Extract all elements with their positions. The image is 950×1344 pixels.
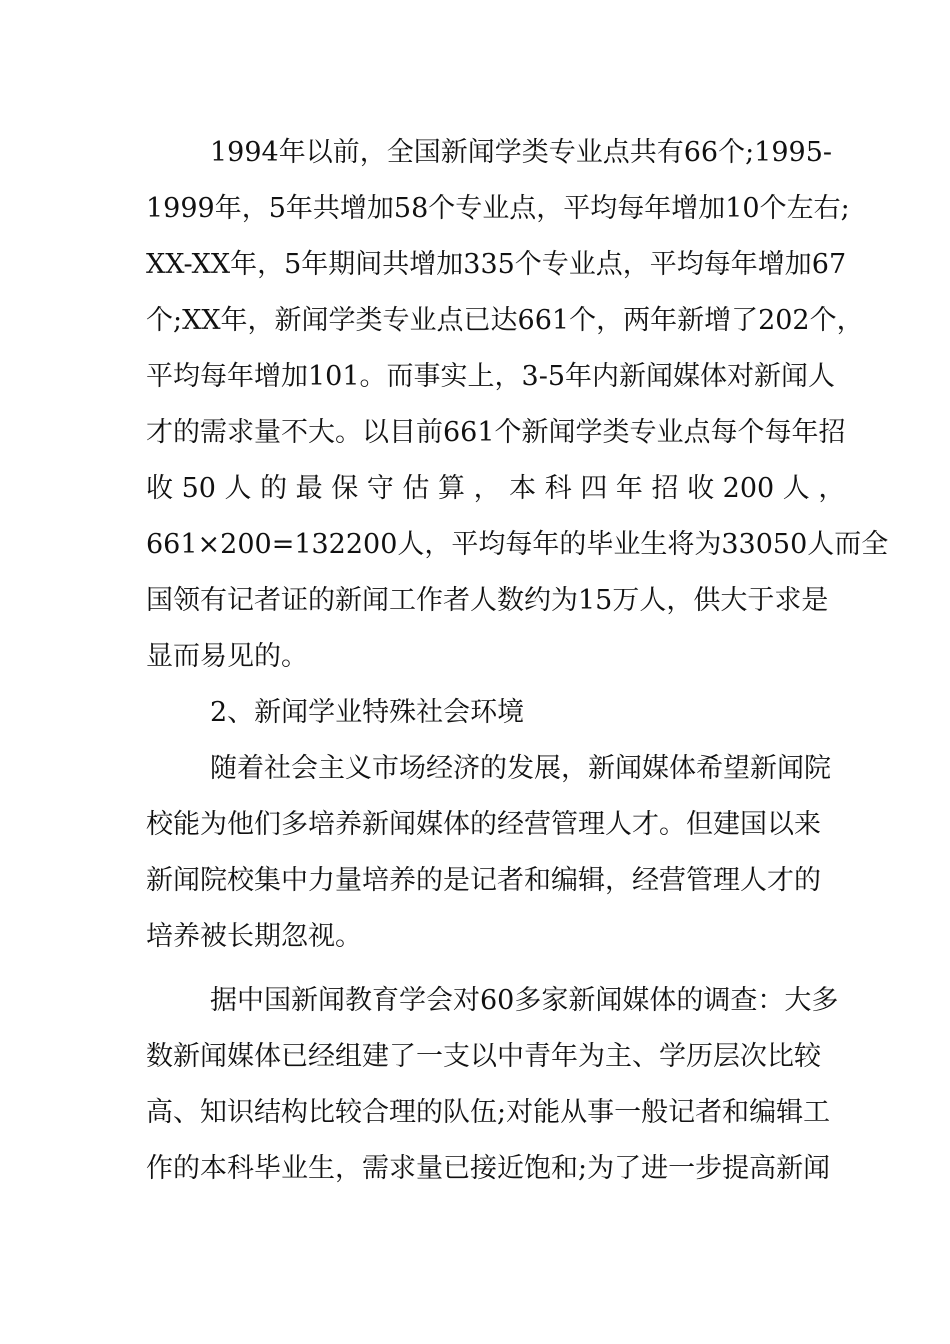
text-line-13: 校能为他们多培养新闻媒体的经营管理人才。但建国以来 [146, 809, 821, 840]
text-line-7: 收 50 人 的 最 保 守 估 算 ， 本 科 四 年 招 收 200 人 ， [146, 473, 846, 504]
text-line-10: 显而易见的。 [146, 641, 308, 672]
text-line-15: 培养被长期忽视。 [146, 921, 362, 952]
text-line-12: 随着社会主义市场经济的发展，新闻媒体希望新闻院 [210, 753, 831, 784]
text-line-5: 平均每年增加101。而事实上，3-5年内新闻媒体对新闻人 [146, 361, 836, 392]
text-line-8: 661×200=132200人，平均每年的毕业生将为33050人而全 [146, 529, 889, 560]
text-line-1: 1994年以前，全国新闻学类专业点共有66个;1995- [210, 137, 833, 168]
text-line-16: 据中国新闻教育学会对60多家新闻媒体的调查：大多 [210, 985, 839, 1016]
text-line-2: 1999年，5年共增加58个专业点，平均每年增加10个左右; [146, 193, 850, 224]
text-line-3: XX-XX年，5年期间共增加335个专业点，平均每年增加67 [146, 249, 847, 280]
text-line-19: 作的本科毕业生，需求量已接近饱和;为了进一步提高新闻 [146, 1153, 831, 1184]
text-line-9: 国领有记者证的新闻工作者人数约为15万人，供大于求是 [146, 585, 829, 616]
text-line-6: 才的需求量不大。以目前661个新闻学类专业点每个每年招 [146, 417, 846, 448]
text-line-4: 个;XX年，新闻学类专业点已达661个，两年新增了202个， [146, 305, 864, 336]
text-line-18: 高、知识结构比较合理的队伍;对能从事一般记者和编辑工 [146, 1097, 831, 1128]
text-line-17: 数新闻媒体已经组建了一支以中青年为主、学历层次比较 [146, 1041, 821, 1072]
text-line-14: 新闻院校集中力量培养的是记者和编辑，经营管理人才的 [146, 865, 821, 896]
section-heading: 2、新闻学业特殊社会环境 [210, 697, 525, 728]
